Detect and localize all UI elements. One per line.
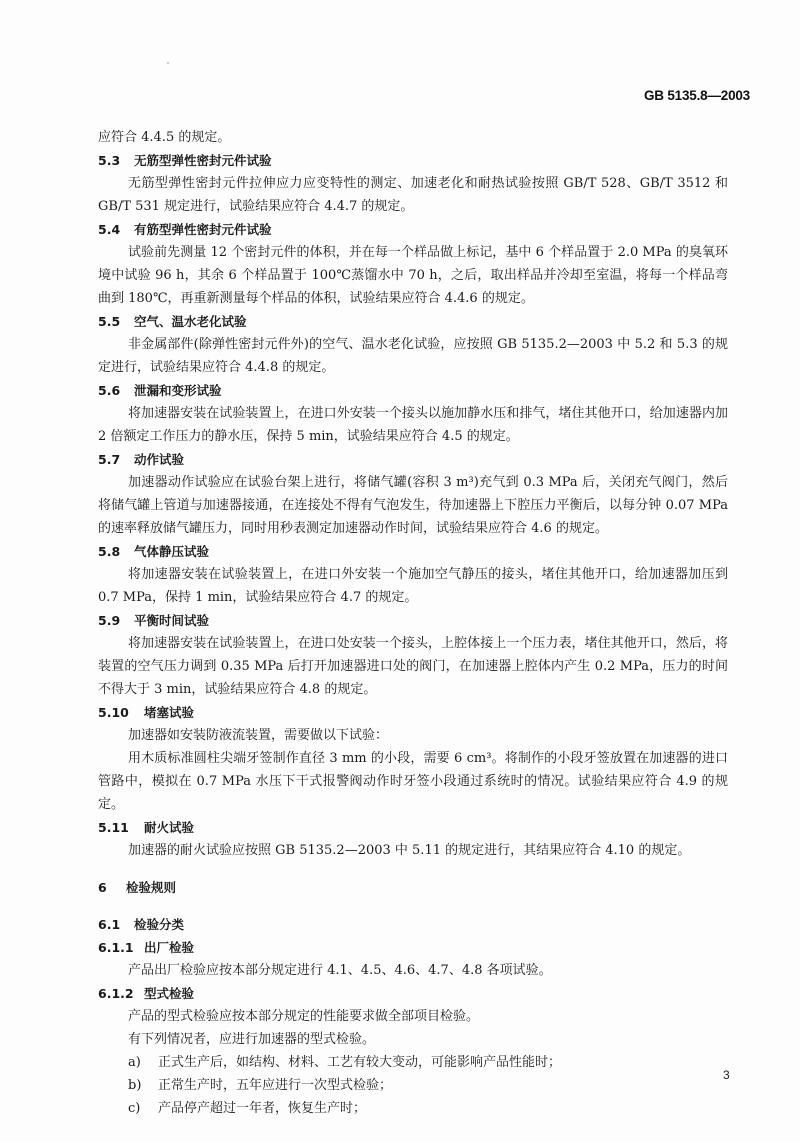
list-item: [98, 1097, 728, 1120]
section-heading-5-3: [98, 149, 728, 172]
section-number: 6: [98, 880, 107, 895]
section-title: 动作试验: [134, 452, 185, 467]
section-paragraph-5-6: 将加速器安装在试验装置上，在进口外安装一个接头以施加静水压和排气，堵住其他开口，给加速器内加 2 倍额定工作压力的静水压，保持 5 min，试验结果应符合 4.5 的规定。: [98, 406, 728, 444]
section-number: 5.8: [98, 544, 121, 559]
section-paragraph-5-4: 试验前先测量 12 个密封元件的体积，并在每一个样品做上标记，基中 6 个样品置于 2.0 MPa 的臭氧环境中试验 96 h，其余 6 个样品置于 100℃蒸馏水中 70 h，之后，取出样品并冷却至室温，将每一个样品弯曲到 180℃，再重新测量每个样品的体积，试验结果应符合 4.4.6 的规定。: [98, 245, 728, 306]
scan-speck: [167, 62, 169, 64]
spacer: [98, 899, 728, 913]
section-paragraph-5-10-intro: 加速器如安装防液流装置，需要做以下试验：: [128, 728, 389, 743]
section-title: 有筋型弹性密封元件试验: [134, 222, 272, 237]
page-number: 3: [723, 1068, 730, 1082]
section-number: 6.1: [98, 917, 121, 932]
list-item: [98, 1051, 728, 1074]
section-number: 5.5: [98, 314, 121, 329]
list-text: 产品停产超过一年者，恢复生产时；: [158, 1101, 367, 1116]
section-title: 检验分类: [134, 917, 185, 932]
spacer: [98, 862, 728, 876]
section-title: 气体静压试验: [134, 544, 210, 559]
section-heading-5-6: [98, 379, 728, 402]
section-paragraph-6-1-2-b: 有下列情况者，应进行加速器的型式检验。: [128, 1032, 376, 1047]
list-text: 正常生产时，五年应进行一次型式检验；: [158, 1078, 393, 1093]
section-number: 5.9: [98, 613, 121, 628]
section-title: 型式检验: [144, 986, 195, 1001]
list-text: 正式生产后，如结构、材料、工艺有较大变动，可能影响产品性能时；: [158, 1055, 562, 1070]
section-number: 5.4: [98, 222, 121, 237]
section-heading-5-5: [98, 310, 728, 333]
section-paragraph-5-8: 将加速器安装在试验装置上，在进口外安装一个施加空气静压的接头，堵住其他开口，给加速器加压到 0.7 MPa，保持 1 min，试验结果应符合 4.7 的规定。: [98, 567, 728, 605]
section-number: 5.10: [98, 705, 129, 720]
section-number: 5.11: [98, 820, 129, 835]
section-title: 泄漏和变形试验: [134, 383, 222, 398]
section-title: 堵塞试验: [144, 705, 195, 720]
section-title: 平衡时间试验: [134, 613, 210, 628]
section-heading-5-8: [98, 540, 728, 563]
standard-code-header: GB 5135.8—2003: [643, 88, 750, 103]
section-title: 空气、温水老化试验: [134, 314, 247, 329]
section-title: 耐火试验: [144, 820, 195, 835]
section-paragraph-5-7: 加速器动作试验应在试验台架上进行，将储气罐(容积 3 m³)充气到 0.3 MPa 后，关闭充气阀门，然后将储气罐上管道与加速器接通，在连接处不得有气泡发生，待加速器上下腔压力平衡后，以每分钟 0.07 MPa的速率释放储气罐压力，同时用秒表测定加速器动作时间，试验结果应符合 4.6 的规定。: [98, 475, 728, 536]
section-number: 6.1.2: [98, 986, 134, 1001]
section-heading-5-11: [98, 816, 728, 839]
chapter-heading-6: [98, 876, 728, 899]
section-number: 6.1.1: [98, 940, 134, 955]
section-paragraph-5-9: 将加速器安装在试验装置上，在进口处安装一个接头，上腔体接上一个压力表，堵住其他开口，然后，将装置的空气压力调到 0.35 MPa 后打开加速器进口处的阀门，在加速器上腔体内产生 0.2 MPa，压力的时间不得大于 3 min，试验结果应符合 4.8 的规定。: [98, 636, 728, 697]
section-heading-5-4: [98, 218, 728, 241]
section-paragraph-5-10-body: 用木质标准圆柱尖端牙签制作直径 3 mm 的小段，需要 6 cm³。将制作的小段牙签放置在加速器的进口管路中，模拟在 0.7 MPa 水压下干式报警阀动作时牙签小段通过系统时的情况。试验结果应符合 4.9 的规定。: [98, 751, 728, 812]
section-paragraph-5-5: 非金属部件(除弹性密封元件外)的空气、温水老化试验，应按照 GB 5135.2—2003 中 5.2 和 5.3 的规定进行，试验结果应符合 4.4.8 的规定。: [98, 337, 728, 375]
section-heading-5-9: [98, 609, 728, 632]
section-paragraph-6-1-1: 产品出厂检验应按本部分规定进行 4.1、4.5、4.6、4.7、4.8 各项试验。: [128, 963, 552, 978]
section-heading-6-1-1: [98, 936, 728, 959]
section-heading-5-10: [98, 701, 728, 724]
section-heading-5-7: [98, 448, 728, 471]
section-number: 5.3: [98, 153, 121, 168]
list-marker: b): [128, 1078, 142, 1093]
document-body: [98, 126, 728, 1120]
section-paragraph-6-1-2-a: 产品的型式检验应按本部分规定的性能要求做全部项目检验。: [128, 1009, 480, 1024]
section-heading-6-1-2: [98, 982, 728, 1005]
list-marker: a): [128, 1055, 141, 1070]
section-title: 检验规则: [126, 880, 177, 895]
section-heading-6-1: [98, 913, 728, 936]
section-number: 5.7: [98, 452, 121, 467]
list-marker: c): [128, 1101, 141, 1116]
continuation-text: 应符合 4.4.5 的规定。: [98, 130, 231, 145]
section-paragraph-5-11: 加速器的耐火试验应按照 GB 5135.2—2003 中 5.11 的规定进行，其结果应符合 4.10 的规定。: [128, 843, 691, 858]
section-number: 5.6: [98, 383, 121, 398]
section-title: 无筋型弹性密封元件试验: [134, 153, 272, 168]
section-title: 出厂检验: [144, 940, 195, 955]
section-paragraph-5-3: 无筋型弹性密封元件拉伸应力应变特性的测定、加速老化和耐热试验按照 GB/T 528、GB/T 3512 和 GB/T 531 规定进行，试验结果应符合 4.4.7 的规定。: [98, 176, 728, 214]
list-item: [98, 1074, 728, 1097]
